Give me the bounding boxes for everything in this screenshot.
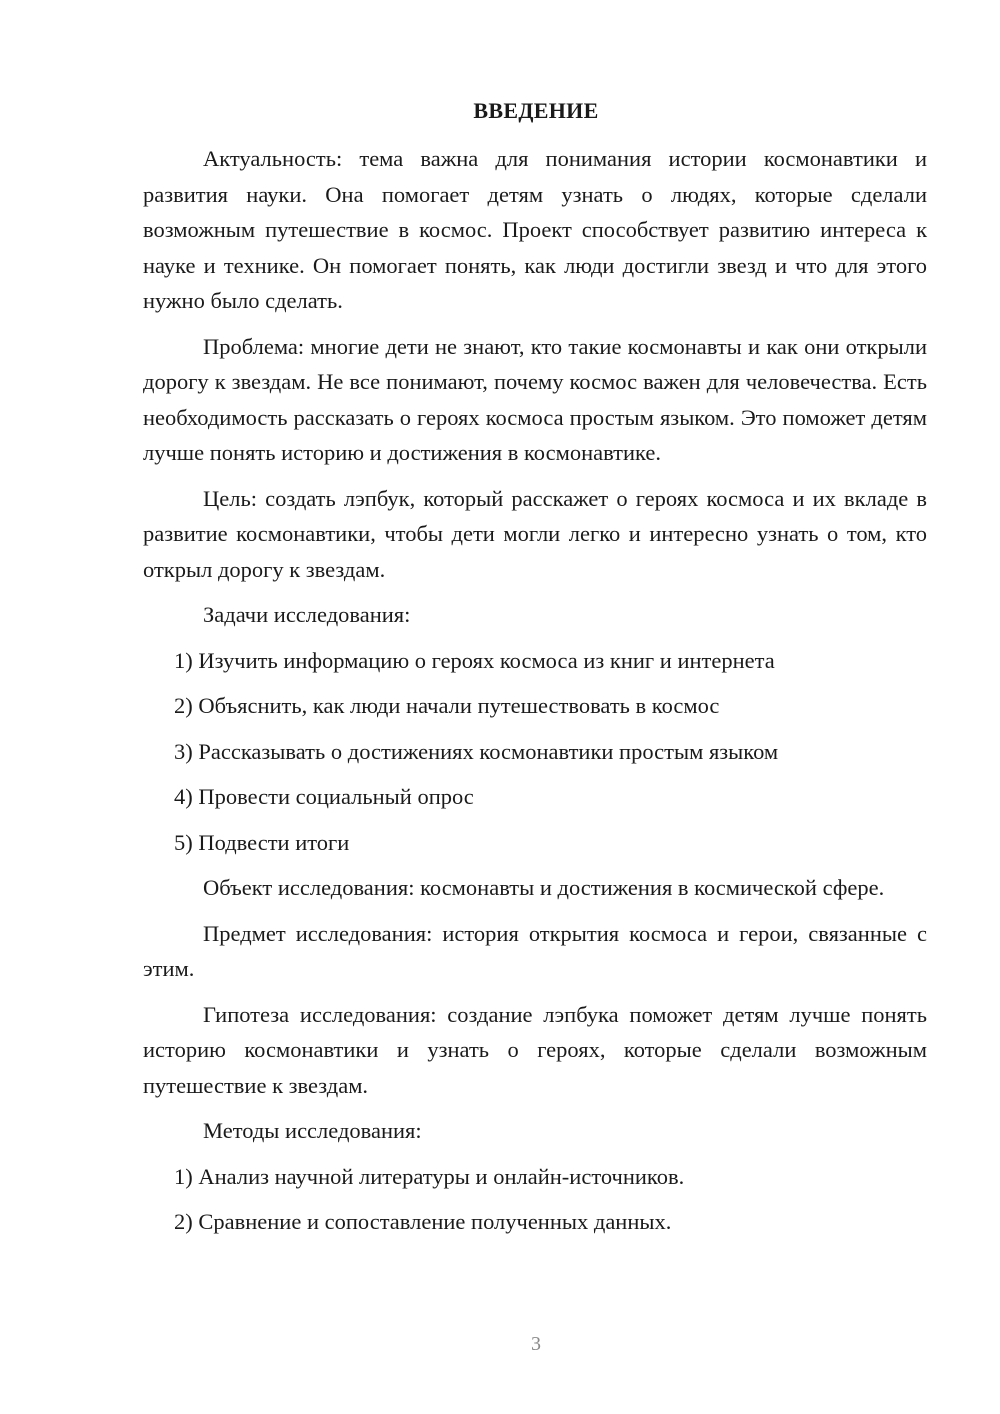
task-item: 3) Рассказывать о достижениях космонавтики простым языком <box>174 738 779 764</box>
task-item: 2) Объяснить, как люди начали путешествовать в космос <box>174 693 720 718</box>
methods-list <box>143 1159 927 1240</box>
tasks-list <box>143 643 927 861</box>
page-body <box>143 141 927 1250</box>
task-item: 5) Подвести итоги <box>174 829 350 855</box>
method-item: 2) Сравнение и сопоставление полученных данных. <box>174 1209 672 1234</box>
relevance-paragraph: Актуальность: тема важна для понимания истории космонавтики и развития науки. Она помогает детям узнать о людях, которые сделали возможным путешествие в космос. Проект способствует развитию интереса к науке и технике. Он помогает понять, как люди достигли звезд и что для этого нужно было сделать. <box>143 146 927 313</box>
section-title: ВВЕДЕНИЕ <box>473 98 599 123</box>
page-number: 3 <box>531 1333 541 1355</box>
hypothesis-paragraph: Гипотеза исследования: создание лэпбука поможет детям лучше понять историю космонавтики и узнать о героях, которые сделали возможным путешествие к звездам. <box>143 1001 927 1098</box>
task-item: 4) Провести социальный опрос <box>174 784 474 809</box>
problem-paragraph: Проблема: многие дети не знают, кто такие космонавты и как они открыли дорогу к звездам. Не все понимают, почему космос важен для человечества. Есть необходимость рассказать о героях космоса простым языком. Это поможет детям лучше понять историю и достижения в космонавтике. <box>143 333 927 465</box>
object-paragraph: Объект исследования: космонавты и достижения в космической сфере. <box>203 875 885 900</box>
method-item: 1) Анализ научной литературы и онлайн-источников. <box>174 1163 685 1189</box>
subject-paragraph: Предмет исследования: история открытия космоса и герои, связанные с этим. <box>143 920 927 981</box>
task-item: 1) Изучить информацию о героях космоса из книг и интернета <box>174 647 775 673</box>
goal-paragraph: Цель: создать лэпбук, который расскажет о героях космоса и их вкладе в развитие космонавтики, чтобы дети могли легко и интересно узнать о том, кто открыл дорогу к звездам. <box>143 485 927 582</box>
methods-heading: Методы исследования: <box>203 1118 422 1143</box>
tasks-heading: Задачи исследования: <box>203 602 411 627</box>
